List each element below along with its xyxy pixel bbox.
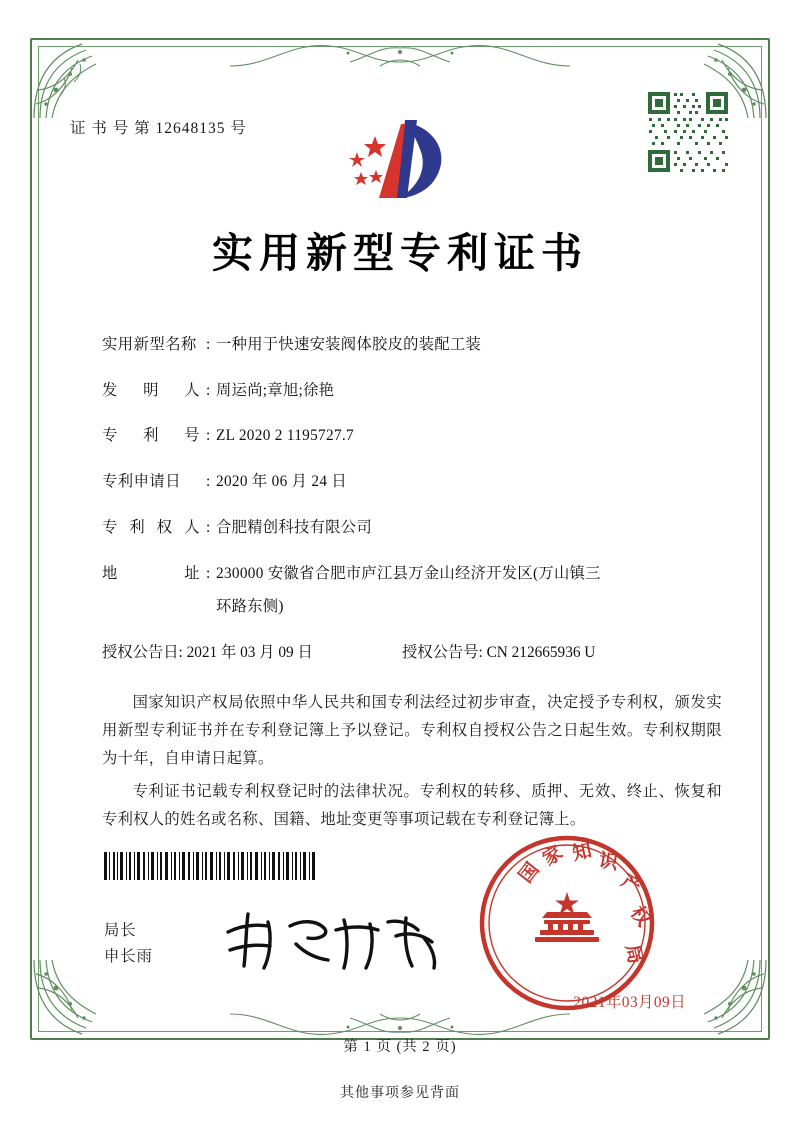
field-row-patent-number — [70, 424, 730, 448]
header-row — [70, 80, 730, 190]
field-row-application-date — [70, 470, 730, 494]
publication-date: 授权公告日: 2021 年 03 月 09 日 — [102, 643, 313, 661]
field-label: 实用新型名称 — [102, 336, 197, 353]
certificate-number: 证 书 号 第 12648135 号 — [70, 120, 247, 137]
publication-date-label: 授权公告日 — [102, 643, 179, 661]
field-label: 专 利 号 — [102, 427, 200, 445]
legal-paragraph-2: 专利证书记载专利权登记时的法律状况。专利权的转移、质押、无效、终止、恢复和专利权人的姓名或名称、国籍、地址变更等事项记载在专利登记簿上。 — [102, 782, 722, 828]
field-colon: : — [206, 427, 211, 445]
legal-paragraph-1: 国家知识产权局依照中华人民共和国专利法经过初步审查，决定授予专利权，颁发实用新型专利证书并在专利登记簿上予以登记。专利权自授权公告之日起生效。专利权期限为十年，自申请日起算。 — [102, 693, 722, 768]
publication-number-label: 授权公告号 — [402, 643, 479, 661]
footer-note: 其他事项参见背面 — [340, 1086, 460, 1101]
field-row-name — [70, 333, 730, 357]
field-row-inventor — [70, 379, 730, 403]
field-label: 发 明 人 — [102, 381, 200, 399]
svg-text:知: 知 — [570, 840, 594, 865]
field-label: 地 址 — [102, 564, 200, 582]
address-line-2: 环路东侧) — [216, 598, 284, 616]
svg-text:权: 权 — [625, 902, 655, 931]
field-label: 专 利 权 人 — [102, 518, 200, 536]
field-value: 2020 年 06 月 24 日 — [216, 473, 347, 491]
handwritten-signature-icon — [220, 906, 450, 976]
field-colon: : — [206, 473, 211, 491]
field-value — [216, 562, 730, 619]
publication-number-value: CN 212665936 U — [486, 643, 596, 661]
seal-date: 2021年03月09日 — [573, 994, 686, 1011]
svg-text:识: 识 — [597, 850, 620, 875]
signature-labels — [104, 918, 153, 970]
signature-section — [70, 830, 730, 1040]
field-colon: : — [206, 381, 211, 399]
qr-code — [646, 90, 730, 174]
field-colon: : — [206, 518, 211, 536]
address-line-1: 230000 安徽省合肥市庐江县万金山经济开发区(万山镇三 — [216, 564, 601, 582]
svg-text:家: 家 — [539, 842, 567, 871]
field-row-patentee — [70, 516, 730, 540]
publication-row — [70, 641, 730, 665]
svg-text:产: 产 — [617, 870, 645, 899]
barcode — [104, 852, 316, 880]
field-value: 合肥精创科技有限公司 — [216, 518, 372, 536]
page-number: 第 1 页 (共 2 页) — [343, 1039, 457, 1055]
field-label: 专利申请日 — [102, 473, 181, 491]
page-title: 实用新型专利证书 — [212, 230, 588, 276]
field-row-address — [70, 562, 730, 619]
field-value: 周运尚;章旭;徐艳 — [216, 381, 335, 399]
svg-text:国: 国 — [515, 859, 544, 888]
field-value: 一种用于快速安装阀体胶皮的装配工装 — [216, 336, 482, 353]
publication-date-value: 2021 年 03 月 09 日 — [186, 643, 313, 661]
svg-text:局: 局 — [621, 942, 646, 966]
field-colon: : — [206, 564, 211, 582]
field-value: ZL 2020 2 1195727.7 — [216, 427, 354, 445]
cnipa-logo-icon — [335, 114, 465, 206]
certificate-content — [70, 80, 730, 834]
director-role-label: 局长 — [104, 922, 137, 939]
official-seal — [478, 834, 656, 1012]
field-list — [70, 333, 730, 665]
field-colon: : — [206, 336, 211, 353]
director-name-label: 申长雨 — [104, 948, 153, 965]
publication-number: 授权公告号: CN 212665936 U — [402, 643, 596, 661]
